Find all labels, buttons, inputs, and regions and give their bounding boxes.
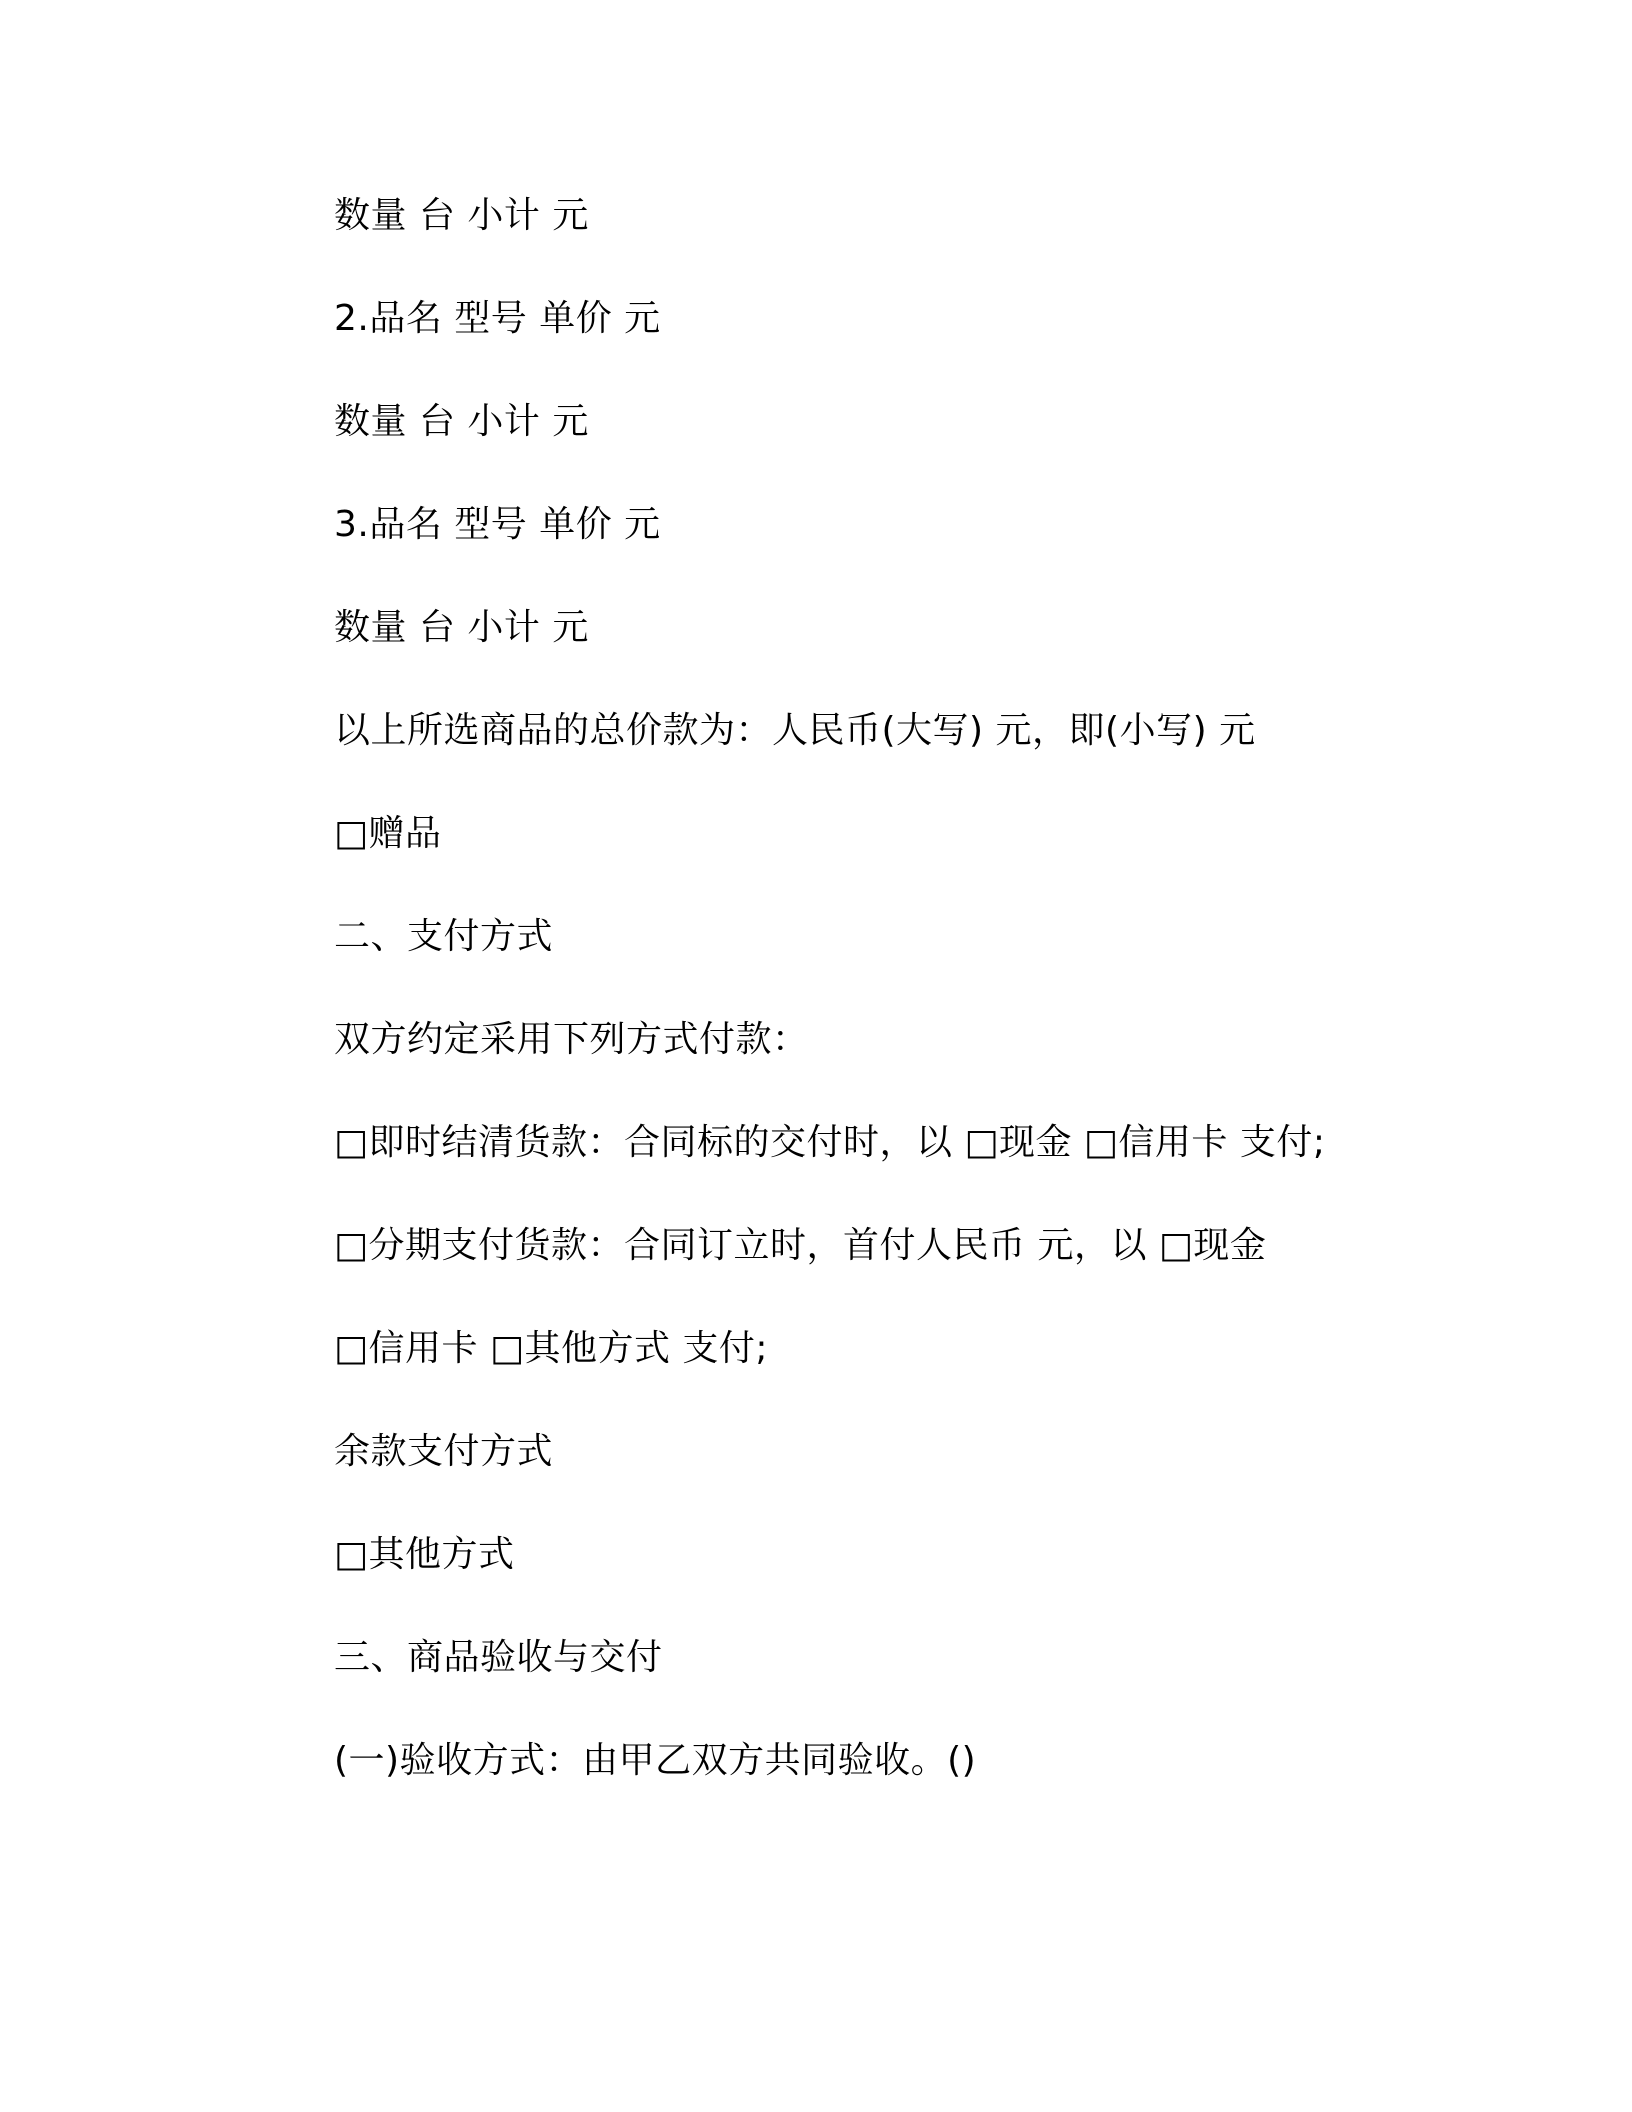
installment-method-line: □信用卡 □其他方式 支付;: [334, 1328, 769, 1369]
item1-quantity-line: 数量 台 小计 元: [334, 195, 589, 236]
gift-checkbox-line: □赠品: [334, 813, 442, 854]
item3-name-line: 3.品名 型号 单价 元: [334, 504, 661, 545]
balance-payment-line: 余款支付方式: [334, 1431, 554, 1472]
other-method-line: □其他方式: [334, 1534, 515, 1575]
section-payment-heading: 二、支付方式: [334, 916, 554, 957]
total-price-line: 以上所选商品的总价款为：人民币(大写) 元，即(小写) 元: [334, 710, 1256, 751]
item3-quantity-line: 数量 台 小计 元: [334, 607, 589, 648]
immediate-payment-line: □即时结清货款：合同标的交付时，以 □现金 □信用卡 支付;: [334, 1122, 1326, 1163]
acceptance-method-line: (一)验收方式：由甲乙双方共同验收。(): [334, 1740, 977, 1781]
installment-payment-line: □分期支付货款：合同订立时，首付人民币 元，以 □现金: [334, 1225, 1267, 1266]
item2-quantity-line: 数量 台 小计 元: [334, 401, 589, 442]
payment-intro-line: 双方约定采用下列方式付款：: [334, 1019, 809, 1060]
section-acceptance-heading: 三、商品验收与交付: [334, 1637, 663, 1678]
item2-name-line: 2.品名 型号 单价 元: [334, 298, 661, 339]
